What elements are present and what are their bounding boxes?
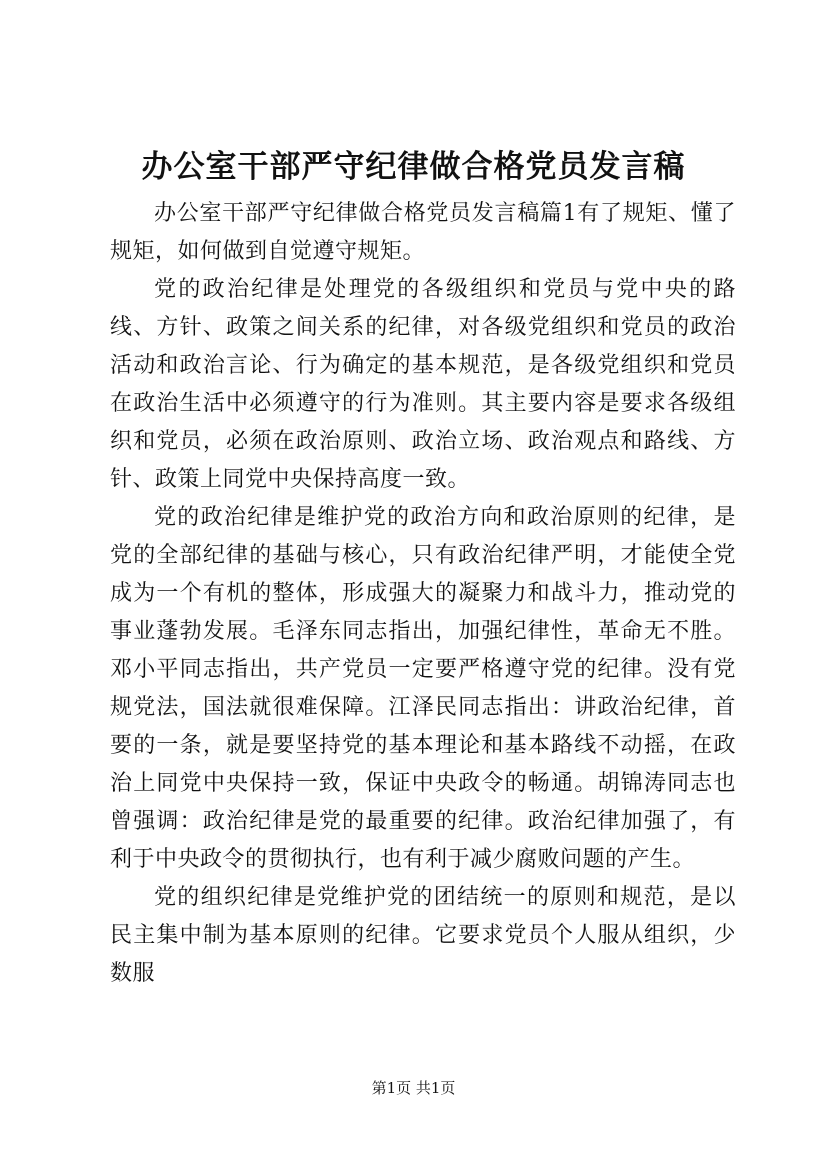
paragraph-3: 党的政治纪律是维护党的政治方向和政治原则的纪律，是党的全部纪律的基础与核心，只有政治纪律严明，才能使全党成为一个有机的整体，形成强大的凝聚力和战斗力，推动党的事业蓬勃发展。毛泽东同志指出，加强纪律性，革命无不胜。邓小平同志指出，共产党员一定要严格遵守党的纪律。没有党规党法，国法就很难保障。江泽民同志指出：讲政治纪律，首要的一条，就是要坚持党的基本理论和基本路线不动摇，在政治上同党中央保持一致，保证中央政令的畅通。胡锦涛同志也曾强调：政治纪律是党的最重要的纪律。政治纪律加强了，有利于中央政令的贯彻执行，也有利于减少腐败问题的产生。 <box>110 505 736 872</box>
page-footer: 第1页 共1页 <box>371 1079 456 1097</box>
paragraph-4: 党的组织纪律是党维护党的团结统一的原则和规范，是以民主集中制为基本原则的纪律。它要求党员个人服从组织，少数服 <box>110 885 736 986</box>
document-title: 办公室干部严守纪律做合格党员发言稿 <box>141 149 686 185</box>
paragraph-1: 办公室干部严守纪律做合格党员发言稿篇1有了规矩、懂了规矩，如何做到自觉遵守规矩。 <box>110 201 736 264</box>
paragraph-2: 党的政治纪律是处理党的各级组织和党员与党中央的路线、方针、政策之间关系的纪律，对各级党组织和党员的政治活动和政治言论、行为确定的基本规范，是各级党组织和党员在政治生活中必须遵守的行为准则。其主要内容是要求各级组织和党员，必须在政治原则、政治立场、政治观点和路线、方针、政策上同党中央保持高度一致。 <box>110 277 736 492</box>
document-body <box>110 195 736 993</box>
